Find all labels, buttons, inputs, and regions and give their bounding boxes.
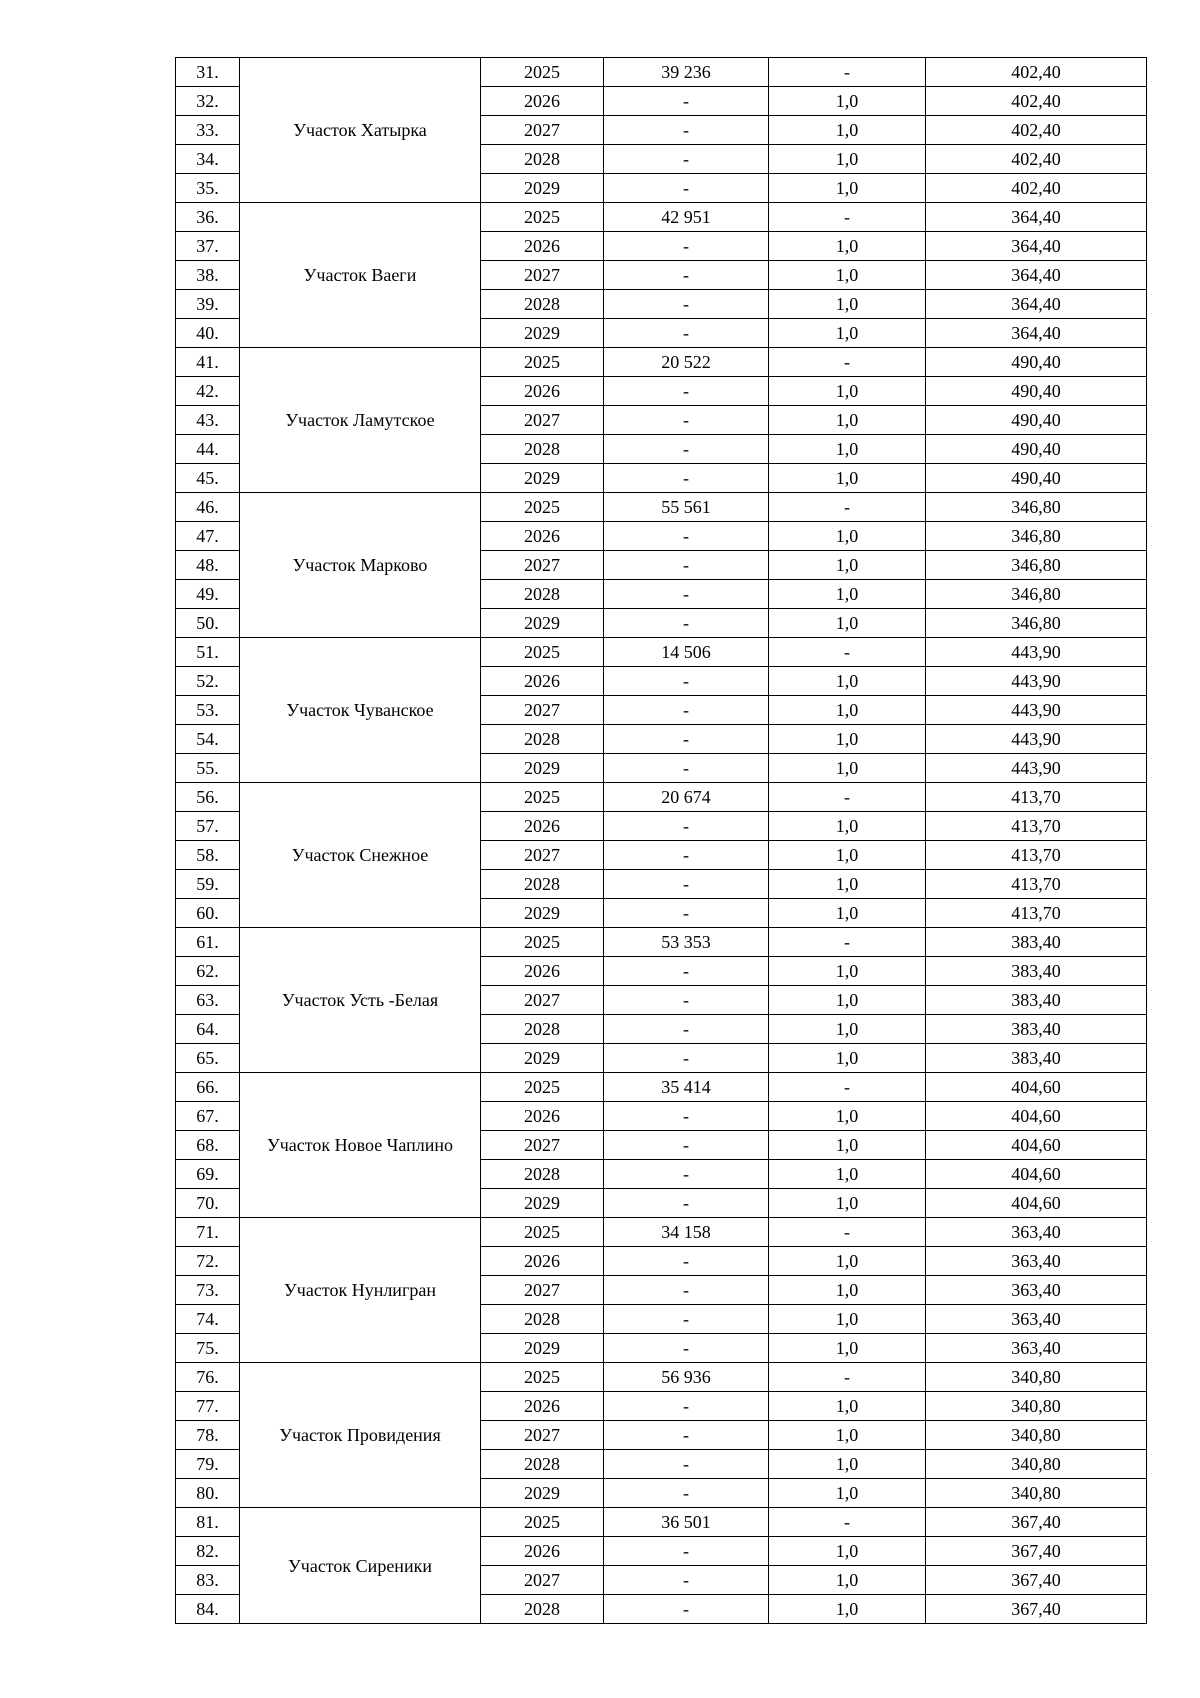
volume-cell: - [604,1334,769,1363]
year-cell: 2028 [481,870,604,899]
volume-cell: - [604,812,769,841]
tariff-cell: 364,40 [926,290,1147,319]
volume-cell: - [604,551,769,580]
row-number-cell: 57. [176,812,240,841]
year-cell: 2027 [481,1131,604,1160]
volume-cell: - [604,261,769,290]
row-number-cell: 42. [176,377,240,406]
tariff-cell: 490,40 [926,348,1147,377]
volume-cell: - [604,319,769,348]
index-cell: 1,0 [769,464,926,493]
row-number-cell: 34. [176,145,240,174]
year-cell: 2025 [481,783,604,812]
row-number-cell: 53. [176,696,240,725]
year-cell: 2026 [481,87,604,116]
row-number-cell: 64. [176,1015,240,1044]
index-cell: - [769,783,926,812]
volume-cell: - [604,1537,769,1566]
volume-cell: - [604,145,769,174]
volume-cell: 35 414 [604,1073,769,1102]
index-cell: 1,0 [769,899,926,928]
index-cell: 1,0 [769,1247,926,1276]
tariff-cell: 383,40 [926,957,1147,986]
year-cell: 2025 [481,348,604,377]
tariff-cell: 490,40 [926,406,1147,435]
volume-cell: - [604,986,769,1015]
row-number-cell: 39. [176,290,240,319]
row-number-cell: 76. [176,1363,240,1392]
index-cell: 1,0 [769,1131,926,1160]
tariff-cell: 404,60 [926,1131,1147,1160]
tariff-cell: 443,90 [926,754,1147,783]
year-cell: 2026 [481,377,604,406]
row-number-cell: 52. [176,667,240,696]
tariff-cell: 367,40 [926,1566,1147,1595]
index-cell: 1,0 [769,986,926,1015]
site-name-cell: Участок Усть -Белая [240,928,481,1073]
year-cell: 2029 [481,319,604,348]
volume-cell: - [604,1595,769,1624]
index-cell: 1,0 [769,319,926,348]
site-name-cell: Участок Провидения [240,1363,481,1508]
tariff-cell: 402,40 [926,174,1147,203]
year-cell: 2027 [481,1566,604,1595]
volume-cell: - [604,754,769,783]
index-cell: 1,0 [769,551,926,580]
index-cell: 1,0 [769,1015,926,1044]
index-cell: 1,0 [769,1276,926,1305]
year-cell: 2025 [481,1363,604,1392]
year-cell: 2028 [481,1450,604,1479]
index-cell: - [769,1218,926,1247]
index-cell: 1,0 [769,841,926,870]
row-number-cell: 65. [176,1044,240,1073]
volume-cell: - [604,406,769,435]
row-number-cell: 35. [176,174,240,203]
volume-cell: - [604,232,769,261]
index-cell: 1,0 [769,1595,926,1624]
tariff-cell: 413,70 [926,899,1147,928]
tariff-cell: 402,40 [926,116,1147,145]
tariff-cell: 364,40 [926,319,1147,348]
row-number-cell: 78. [176,1421,240,1450]
row-number-cell: 70. [176,1189,240,1218]
index-cell: 1,0 [769,609,926,638]
year-cell: 2028 [481,1595,604,1624]
year-cell: 2028 [481,1305,604,1334]
year-cell: 2025 [481,58,604,87]
index-cell: 1,0 [769,1102,926,1131]
tariff-cell: 383,40 [926,986,1147,1015]
table-row [176,783,1147,812]
row-number-cell: 46. [176,493,240,522]
year-cell: 2026 [481,1392,604,1421]
row-number-cell: 77. [176,1392,240,1421]
index-cell: 1,0 [769,145,926,174]
table-row [176,493,1147,522]
row-number-cell: 63. [176,986,240,1015]
tariff-cell: 363,40 [926,1247,1147,1276]
year-cell: 2028 [481,145,604,174]
tariff-cell: 383,40 [926,1044,1147,1073]
volume-cell: - [604,1044,769,1073]
tariff-cell: 404,60 [926,1102,1147,1131]
volume-cell: - [604,1305,769,1334]
volume-cell: 14 506 [604,638,769,667]
year-cell: 2026 [481,957,604,986]
year-cell: 2027 [481,696,604,725]
tariff-cell: 404,60 [926,1073,1147,1102]
volume-cell: - [604,1566,769,1595]
index-cell: 1,0 [769,1566,926,1595]
tariff-cell: 413,70 [926,783,1147,812]
index-cell: 1,0 [769,116,926,145]
year-cell: 2027 [481,841,604,870]
year-cell: 2026 [481,667,604,696]
index-cell: 1,0 [769,1044,926,1073]
tariff-cell: 364,40 [926,261,1147,290]
row-number-cell: 81. [176,1508,240,1537]
year-cell: 2028 [481,1160,604,1189]
tariff-cell: 367,40 [926,1595,1147,1624]
index-cell: 1,0 [769,290,926,319]
table-row [176,638,1147,667]
volume-cell: - [604,464,769,493]
index-cell: 1,0 [769,377,926,406]
year-cell: 2025 [481,1218,604,1247]
row-number-cell: 83. [176,1566,240,1595]
volume-cell: 56 936 [604,1363,769,1392]
index-cell: 1,0 [769,522,926,551]
row-number-cell: 84. [176,1595,240,1624]
year-cell: 2026 [481,1102,604,1131]
index-cell: 1,0 [769,174,926,203]
row-number-cell: 71. [176,1218,240,1247]
volume-cell: 53 353 [604,928,769,957]
year-cell: 2026 [481,1247,604,1276]
tariff-cell: 413,70 [926,812,1147,841]
row-number-cell: 79. [176,1450,240,1479]
volume-cell: - [604,377,769,406]
year-cell: 2026 [481,1537,604,1566]
row-number-cell: 50. [176,609,240,638]
volume-cell: - [604,609,769,638]
year-cell: 2025 [481,1508,604,1537]
volume-cell: - [604,1479,769,1508]
index-cell: - [769,203,926,232]
row-number-cell: 68. [176,1131,240,1160]
volume-cell: - [604,522,769,551]
site-name-cell: Участок Марково [240,493,481,638]
volume-cell: - [604,580,769,609]
table-row [176,1218,1147,1247]
tariff-cell: 402,40 [926,58,1147,87]
volume-cell: 20 674 [604,783,769,812]
volume-cell: - [604,1450,769,1479]
row-number-cell: 82. [176,1537,240,1566]
volume-cell: 34 158 [604,1218,769,1247]
row-number-cell: 48. [176,551,240,580]
row-number-cell: 62. [176,957,240,986]
index-cell: - [769,638,926,667]
year-cell: 2025 [481,203,604,232]
volume-cell: - [604,290,769,319]
year-cell: 2027 [481,986,604,1015]
index-cell: 1,0 [769,1392,926,1421]
volume-cell: 42 951 [604,203,769,232]
tariff-cell: 340,80 [926,1450,1147,1479]
site-name-cell: Участок Нунлигран [240,1218,481,1363]
tariff-cell: 363,40 [926,1218,1147,1247]
tariff-cell: 404,60 [926,1189,1147,1218]
index-cell: 1,0 [769,87,926,116]
year-cell: 2025 [481,928,604,957]
tariff-cell: 340,80 [926,1421,1147,1450]
row-number-cell: 38. [176,261,240,290]
index-cell: 1,0 [769,232,926,261]
tariff-cell: 443,90 [926,667,1147,696]
volume-cell: - [604,1102,769,1131]
volume-cell: - [604,957,769,986]
volume-cell: - [604,696,769,725]
volume-cell: 55 561 [604,493,769,522]
site-name-cell: Участок Новое Чаплино [240,1073,481,1218]
volume-cell: - [604,1247,769,1276]
volume-cell: - [604,725,769,754]
year-cell: 2025 [481,493,604,522]
tariff-table [175,57,1147,1624]
index-cell: - [769,928,926,957]
row-number-cell: 61. [176,928,240,957]
tariff-cell: 340,80 [926,1479,1147,1508]
tariff-cell: 340,80 [926,1392,1147,1421]
row-number-cell: 43. [176,406,240,435]
volume-cell: 39 236 [604,58,769,87]
year-cell: 2029 [481,174,604,203]
tariff-cell: 367,40 [926,1508,1147,1537]
row-number-cell: 41. [176,348,240,377]
year-cell: 2028 [481,1015,604,1044]
index-cell: 1,0 [769,754,926,783]
year-cell: 2027 [481,261,604,290]
site-name-cell: Участок Ламутское [240,348,481,493]
volume-cell: - [604,841,769,870]
index-cell: 1,0 [769,1334,926,1363]
row-number-cell: 69. [176,1160,240,1189]
row-number-cell: 40. [176,319,240,348]
tariff-cell: 490,40 [926,435,1147,464]
table-row [176,928,1147,957]
tariff-cell: 346,80 [926,551,1147,580]
row-number-cell: 67. [176,1102,240,1131]
site-name-cell: Участок Сиреники [240,1508,481,1624]
tariff-cell: 490,40 [926,377,1147,406]
tariff-cell: 490,40 [926,464,1147,493]
row-number-cell: 45. [176,464,240,493]
year-cell: 2029 [481,1189,604,1218]
tariff-cell: 346,80 [926,522,1147,551]
volume-cell: - [604,1015,769,1044]
row-number-cell: 80. [176,1479,240,1508]
year-cell: 2029 [481,464,604,493]
site-name-cell: Участок Чуванское [240,638,481,783]
table-body [176,58,1147,1624]
index-cell: 1,0 [769,696,926,725]
table-row [176,58,1147,87]
index-cell: 1,0 [769,1450,926,1479]
index-cell: 1,0 [769,1160,926,1189]
index-cell: 1,0 [769,870,926,899]
tariff-cell: 402,40 [926,87,1147,116]
index-cell: 1,0 [769,261,926,290]
row-number-cell: 31. [176,58,240,87]
year-cell: 2027 [481,1421,604,1450]
tariff-cell: 383,40 [926,928,1147,957]
index-cell: 1,0 [769,1479,926,1508]
tariff-cell: 346,80 [926,580,1147,609]
volume-cell: - [604,1276,769,1305]
site-name-cell: Участок Ваеги [240,203,481,348]
tariff-cell: 413,70 [926,870,1147,899]
tariff-cell: 404,60 [926,1160,1147,1189]
year-cell: 2029 [481,1479,604,1508]
volume-cell: - [604,1421,769,1450]
year-cell: 2026 [481,522,604,551]
year-cell: 2029 [481,609,604,638]
index-cell: - [769,493,926,522]
row-number-cell: 72. [176,1247,240,1276]
index-cell: 1,0 [769,406,926,435]
table-row [176,203,1147,232]
year-cell: 2028 [481,580,604,609]
row-number-cell: 37. [176,232,240,261]
year-cell: 2027 [481,551,604,580]
tariff-cell: 363,40 [926,1305,1147,1334]
volume-cell: - [604,1160,769,1189]
tariff-cell: 346,80 [926,493,1147,522]
index-cell: 1,0 [769,1189,926,1218]
row-number-cell: 54. [176,725,240,754]
year-cell: 2025 [481,1073,604,1102]
tariff-cell: 364,40 [926,203,1147,232]
index-cell: 1,0 [769,435,926,464]
year-cell: 2027 [481,1276,604,1305]
tariff-cell: 443,90 [926,696,1147,725]
tariff-cell: 363,40 [926,1276,1147,1305]
table-row [176,1363,1147,1392]
volume-cell: - [604,1189,769,1218]
year-cell: 2028 [481,725,604,754]
year-cell: 2027 [481,116,604,145]
year-cell: 2029 [481,1334,604,1363]
volume-cell: - [604,899,769,928]
tariff-cell: 443,90 [926,725,1147,754]
tariff-cell: 367,40 [926,1537,1147,1566]
row-number-cell: 51. [176,638,240,667]
row-number-cell: 60. [176,899,240,928]
volume-cell: - [604,1131,769,1160]
index-cell: 1,0 [769,1421,926,1450]
year-cell: 2029 [481,754,604,783]
volume-cell: - [604,870,769,899]
year-cell: 2025 [481,638,604,667]
row-number-cell: 33. [176,116,240,145]
row-number-cell: 47. [176,522,240,551]
row-number-cell: 59. [176,870,240,899]
year-cell: 2026 [481,812,604,841]
table-row [176,348,1147,377]
year-cell: 2029 [481,899,604,928]
tariff-cell: 383,40 [926,1015,1147,1044]
year-cell: 2028 [481,290,604,319]
site-name-cell: Участок Хатырка [240,58,481,203]
index-cell: - [769,1073,926,1102]
volume-cell: - [604,435,769,464]
volume-cell: 20 522 [604,348,769,377]
row-number-cell: 36. [176,203,240,232]
tariff-cell: 363,40 [926,1334,1147,1363]
table-row [176,1508,1147,1537]
volume-cell: - [604,174,769,203]
index-cell: 1,0 [769,667,926,696]
tariff-cell: 402,40 [926,145,1147,174]
row-number-cell: 56. [176,783,240,812]
tariff-cell: 340,80 [926,1363,1147,1392]
row-number-cell: 32. [176,87,240,116]
row-number-cell: 58. [176,841,240,870]
volume-cell: - [604,667,769,696]
year-cell: 2026 [481,232,604,261]
tariff-cell: 364,40 [926,232,1147,261]
index-cell: 1,0 [769,725,926,754]
volume-cell: - [604,1392,769,1421]
year-cell: 2029 [481,1044,604,1073]
year-cell: 2027 [481,406,604,435]
row-number-cell: 73. [176,1276,240,1305]
row-number-cell: 49. [176,580,240,609]
row-number-cell: 66. [176,1073,240,1102]
tariff-cell: 346,80 [926,609,1147,638]
index-cell: - [769,1363,926,1392]
year-cell: 2028 [481,435,604,464]
index-cell: 1,0 [769,957,926,986]
index-cell: 1,0 [769,1537,926,1566]
tariff-cell: 413,70 [926,841,1147,870]
index-cell: - [769,58,926,87]
row-number-cell: 75. [176,1334,240,1363]
index-cell: 1,0 [769,1305,926,1334]
volume-cell: - [604,87,769,116]
tariff-cell: 443,90 [926,638,1147,667]
index-cell: 1,0 [769,580,926,609]
index-cell: 1,0 [769,812,926,841]
row-number-cell: 44. [176,435,240,464]
row-number-cell: 74. [176,1305,240,1334]
row-number-cell: 55. [176,754,240,783]
index-cell: - [769,348,926,377]
volume-cell: - [604,116,769,145]
table-row [176,1073,1147,1102]
site-name-cell: Участок Снежное [240,783,481,928]
index-cell: - [769,1508,926,1537]
volume-cell: 36 501 [604,1508,769,1537]
